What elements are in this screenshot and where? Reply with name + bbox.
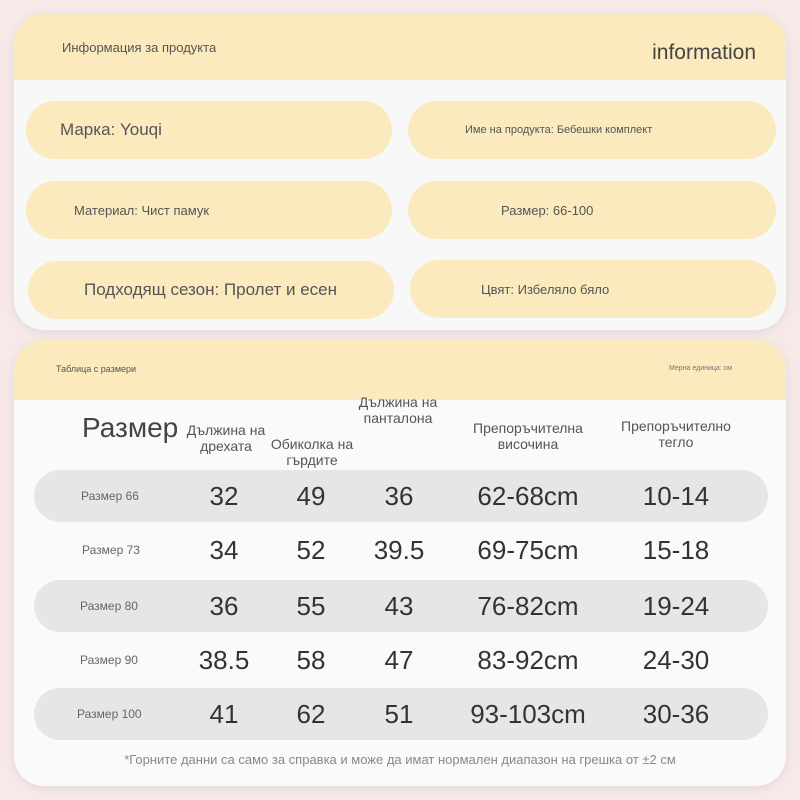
cell-height: 76-82cm [477, 591, 579, 621]
cell-height: 69-75cm [477, 535, 579, 565]
field-size-text: Размер: 66-100 [501, 202, 594, 218]
header-pants-length: Дължина на панталона [358, 394, 438, 426]
cell-clothes: 36 [209, 591, 239, 621]
cell-weight: 10-14 [642, 481, 710, 511]
field-material-text: Материал: Чист памук [74, 202, 210, 218]
header-size: Размер [82, 412, 179, 443]
product-info-title: Информация за продукта [62, 40, 217, 55]
row-label: Размер 90 [80, 653, 138, 667]
field-size [408, 181, 776, 239]
header-chest: Обиколка на гърдите [270, 436, 354, 468]
field-season [28, 261, 394, 319]
header-height: Препоръчителна височина [473, 420, 583, 452]
footnote: *Горните данни са само за справка и може да имат нормален диапазон на грешка от ±2 см [124, 752, 676, 767]
cell-clothes: 32 [209, 481, 239, 511]
cell-clothes: 34 [209, 535, 239, 565]
row-label: Размер 73 [82, 543, 140, 557]
row-label: Размер 80 [80, 599, 138, 613]
field-product-name-text: Име на продукта: Бебешки комплект [465, 124, 653, 136]
field-color-text: Цвят: Избеляло бяло [481, 281, 610, 297]
cell-chest: 58 [296, 645, 326, 675]
cell-chest: 62 [296, 699, 326, 729]
cell-weight: 15-18 [642, 535, 710, 565]
row-label: Размер 100 [77, 707, 142, 721]
unit-note: Мерна единица: см [668, 365, 732, 372]
field-brand [26, 101, 392, 159]
cell-chest: 55 [296, 591, 326, 621]
field-color [410, 260, 776, 318]
cell-pants: 43 [384, 591, 414, 621]
row-label: Размер 66 [81, 489, 139, 503]
table-row [34, 470, 768, 522]
field-product-name [408, 101, 776, 159]
product-info-card [14, 14, 786, 330]
size-chart-header [14, 340, 786, 400]
size-chart-title: Таблица с размери [56, 364, 137, 374]
cell-height: 62-68cm [477, 481, 579, 511]
cell-pants: 36 [384, 481, 414, 511]
product-info-title-en: information [652, 41, 756, 64]
table-row [34, 634, 768, 686]
size-table [14, 394, 786, 786]
header-clothes-length: Дължина на дрехата [186, 422, 266, 454]
cell-chest: 49 [296, 481, 326, 511]
cell-chest: 52 [296, 535, 326, 565]
product-info-header [14, 14, 786, 80]
field-material [26, 181, 392, 239]
cell-weight: 19-24 [642, 591, 710, 621]
table-row [34, 580, 768, 632]
cell-weight: 24-30 [642, 645, 710, 675]
table-row [34, 688, 768, 740]
cell-clothes: 41 [209, 699, 239, 729]
size-chart-card [14, 340, 786, 786]
cell-pants: 47 [384, 645, 414, 675]
header-weight: Препоръчително тегло [621, 418, 731, 450]
cell-clothes: 38.5 [198, 645, 250, 675]
field-brand-text: Марка: Youqi [60, 120, 162, 139]
field-season-text: Подходящ сезон: Пролет и есен [84, 280, 338, 299]
cell-weight: 30-36 [642, 699, 710, 729]
cell-height: 93-103cm [470, 699, 586, 729]
cell-height: 83-92cm [477, 645, 579, 675]
table-row [34, 524, 768, 576]
cell-pants: 39.5 [373, 535, 425, 565]
cell-pants: 51 [384, 699, 414, 729]
